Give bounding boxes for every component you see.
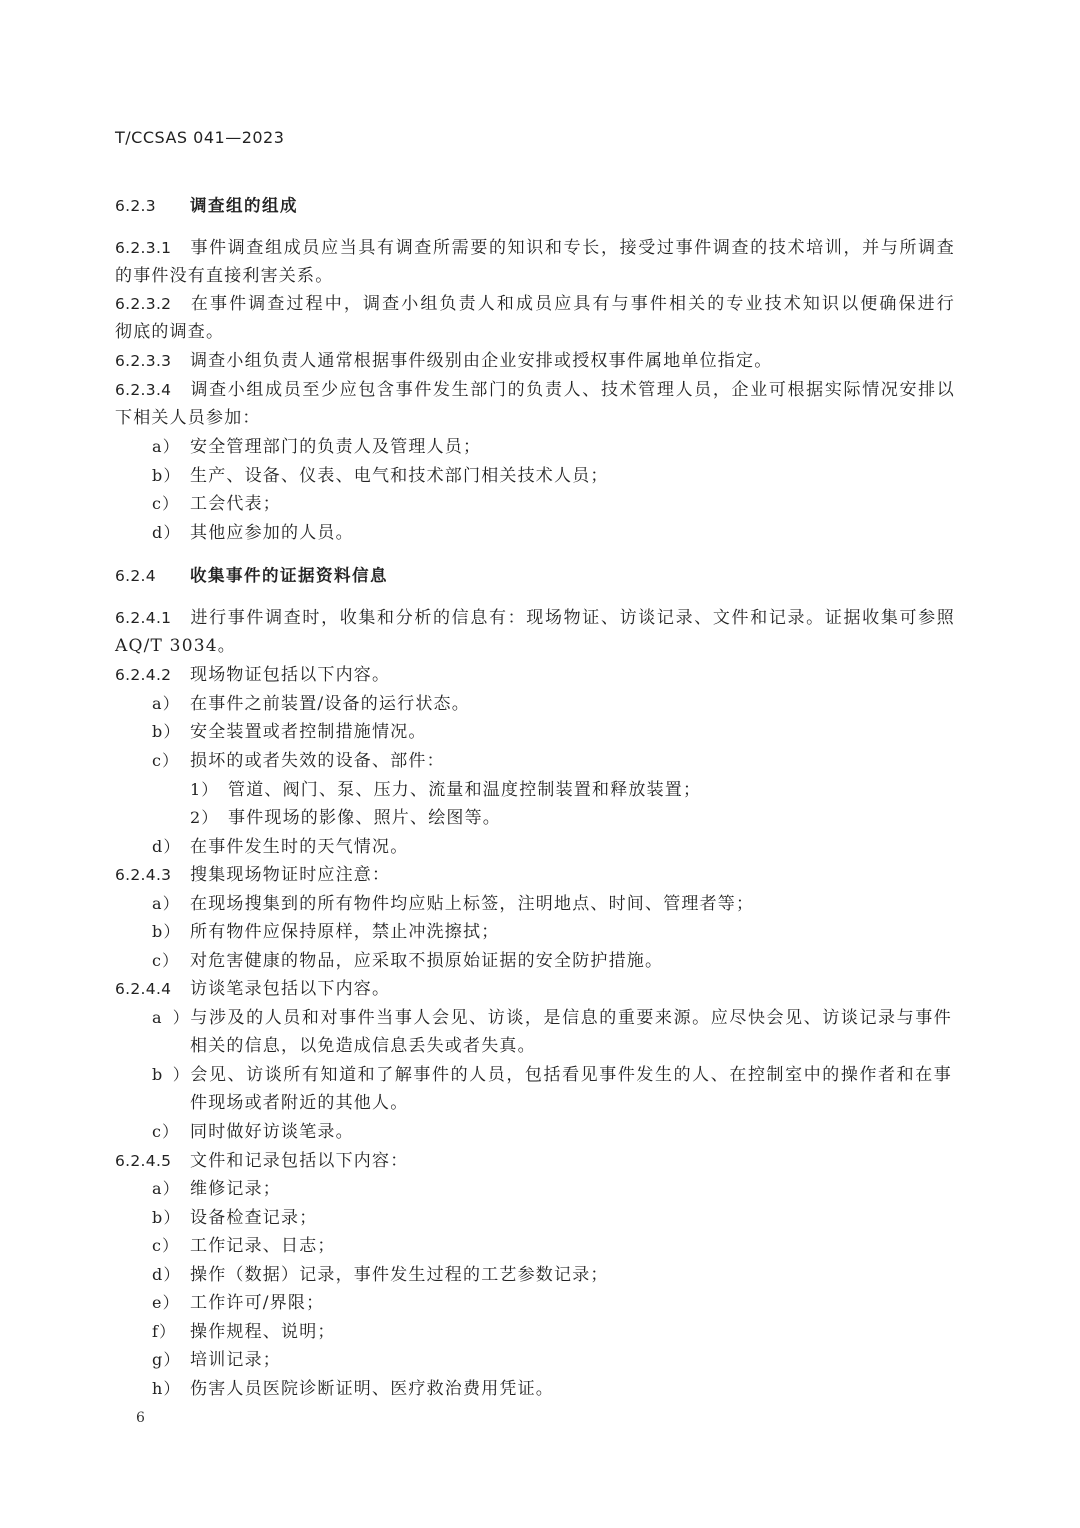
list-item: c） 同时做好访谈笔录。 — [152, 1122, 354, 1142]
clause-6-2-4-5: 6.2.4.5 文件和记录包括以下内容： — [115, 1151, 409, 1171]
list-item: b）会见、访谈所有知道和了解事件的人员，包括看见事件发生的人、在控制室中的操作者和在事 — [152, 1065, 952, 1085]
list-item: d） 在事件发生时的天气情况。 — [152, 837, 409, 857]
section-heading-6-2-4: 6.2.4 收集事件的证据资料信息 — [115, 566, 388, 585]
clause-6-2-3-2-cont: 彻底的调查。 — [115, 322, 225, 342]
clause-6-2-3-1-cont: 的事件没有直接利害关系。 — [115, 266, 334, 286]
list-item-cont: 件现场或者附近的其他人。 — [190, 1093, 409, 1113]
clause-6-2-4-3: 6.2.4.3 搜集现场物证时应注意： — [115, 865, 391, 885]
clause-6-2-4-1-cont: AQ/T 3034。 — [115, 636, 236, 656]
clause-6-2-3-4: 6.2.3.4 调查小组成员至少应包含事件发生部门的负责人、技术管理人员，企业可根据实际情况安排以 — [115, 380, 955, 400]
clause-6-2-3-3: 6.2.3.3 调查小组负责人通常根据事件级别由企业安排或授权事件属地单位指定。 — [115, 351, 773, 371]
list-item: c） 对危害健康的物品，应采取不损原始证据的安全防护措施。 — [152, 951, 664, 971]
list-item: e） 工作许可/界限； — [152, 1293, 325, 1313]
sub-list-item: 1） 管道、阀门、泵、压力、流量和温度控制装置和释放装置； — [190, 780, 702, 800]
list-item: a） 安全管理部门的负责人及管理人员； — [152, 437, 482, 457]
list-item: c） 工作记录、日志； — [152, 1236, 336, 1256]
list-item-cont: 相关的信息，以免造成信息丢失或者失真。 — [190, 1036, 536, 1056]
list-item: b） 所有物件应保持原样，禁止冲洗擦拭； — [152, 922, 500, 942]
section-heading-6-2-3: 6.2.3 调查组的组成 — [115, 196, 298, 215]
list-item: a） 在现场搜集到的所有物件均应贴上标签，注明地点、时间、管理者等； — [152, 894, 755, 914]
list-item: a） 在事件之前装置/设备的运行状态。 — [152, 694, 470, 714]
list-item: d） 操作（数据）记录，事件发生过程的工艺参数记录； — [152, 1265, 609, 1285]
list-item: f） 操作规程、说明； — [152, 1322, 336, 1342]
list-item: c） 损坏的或者失效的设备、部件： — [152, 751, 445, 771]
list-item: b） 安全装置或者控制措施情况。 — [152, 722, 427, 742]
standard-code: T/CCSAS 041—2023 — [115, 128, 285, 147]
list-item: a） 维修记录； — [152, 1179, 281, 1199]
list-item: d） 其他应参加的人员。 — [152, 523, 354, 543]
list-item: c） 工会代表； — [152, 494, 281, 514]
list-item: a）与涉及的人员和对事件当事人会见、访谈，是信息的重要来源。应尽快会见、访谈记录与事件 — [152, 1008, 952, 1028]
list-item: b） 生产、设备、仪表、电气和技术部门相关技术人员； — [152, 466, 609, 486]
clause-6-2-3-1: 6.2.3.1 事件调查组成员应当具有调查所需要的知识和专长，接受过事件调查的技术培训，并与所调查 — [115, 238, 955, 258]
clause-6-2-3-4-cont: 下相关人员参加： — [115, 408, 261, 428]
page-number: 6 — [136, 1410, 145, 1426]
list-item: b） 设备检查记录； — [152, 1208, 318, 1228]
clause-6-2-3-2: 6.2.3.2 在事件调查过程中，调查小组负责人和成员应具有与事件相关的专业技术知识以便确保进行 — [115, 294, 955, 314]
list-item: g） 培训记录； — [152, 1350, 281, 1370]
clause-6-2-4-4: 6.2.4.4 访谈笔录包括以下内容。 — [115, 979, 391, 999]
list-item: h） 伤害人员医院诊断证明、医疗救治费用凭证。 — [152, 1379, 554, 1399]
clause-6-2-4-1: 6.2.4.1 进行事件调查时，收集和分析的信息有：现场物证、访谈记录、文件和记录。证据收集可参照 — [115, 608, 955, 628]
sub-list-item: 2） 事件现场的影像、照片、绘图等。 — [190, 808, 501, 828]
clause-6-2-4-2: 6.2.4.2 现场物证包括以下内容。 — [115, 665, 391, 685]
